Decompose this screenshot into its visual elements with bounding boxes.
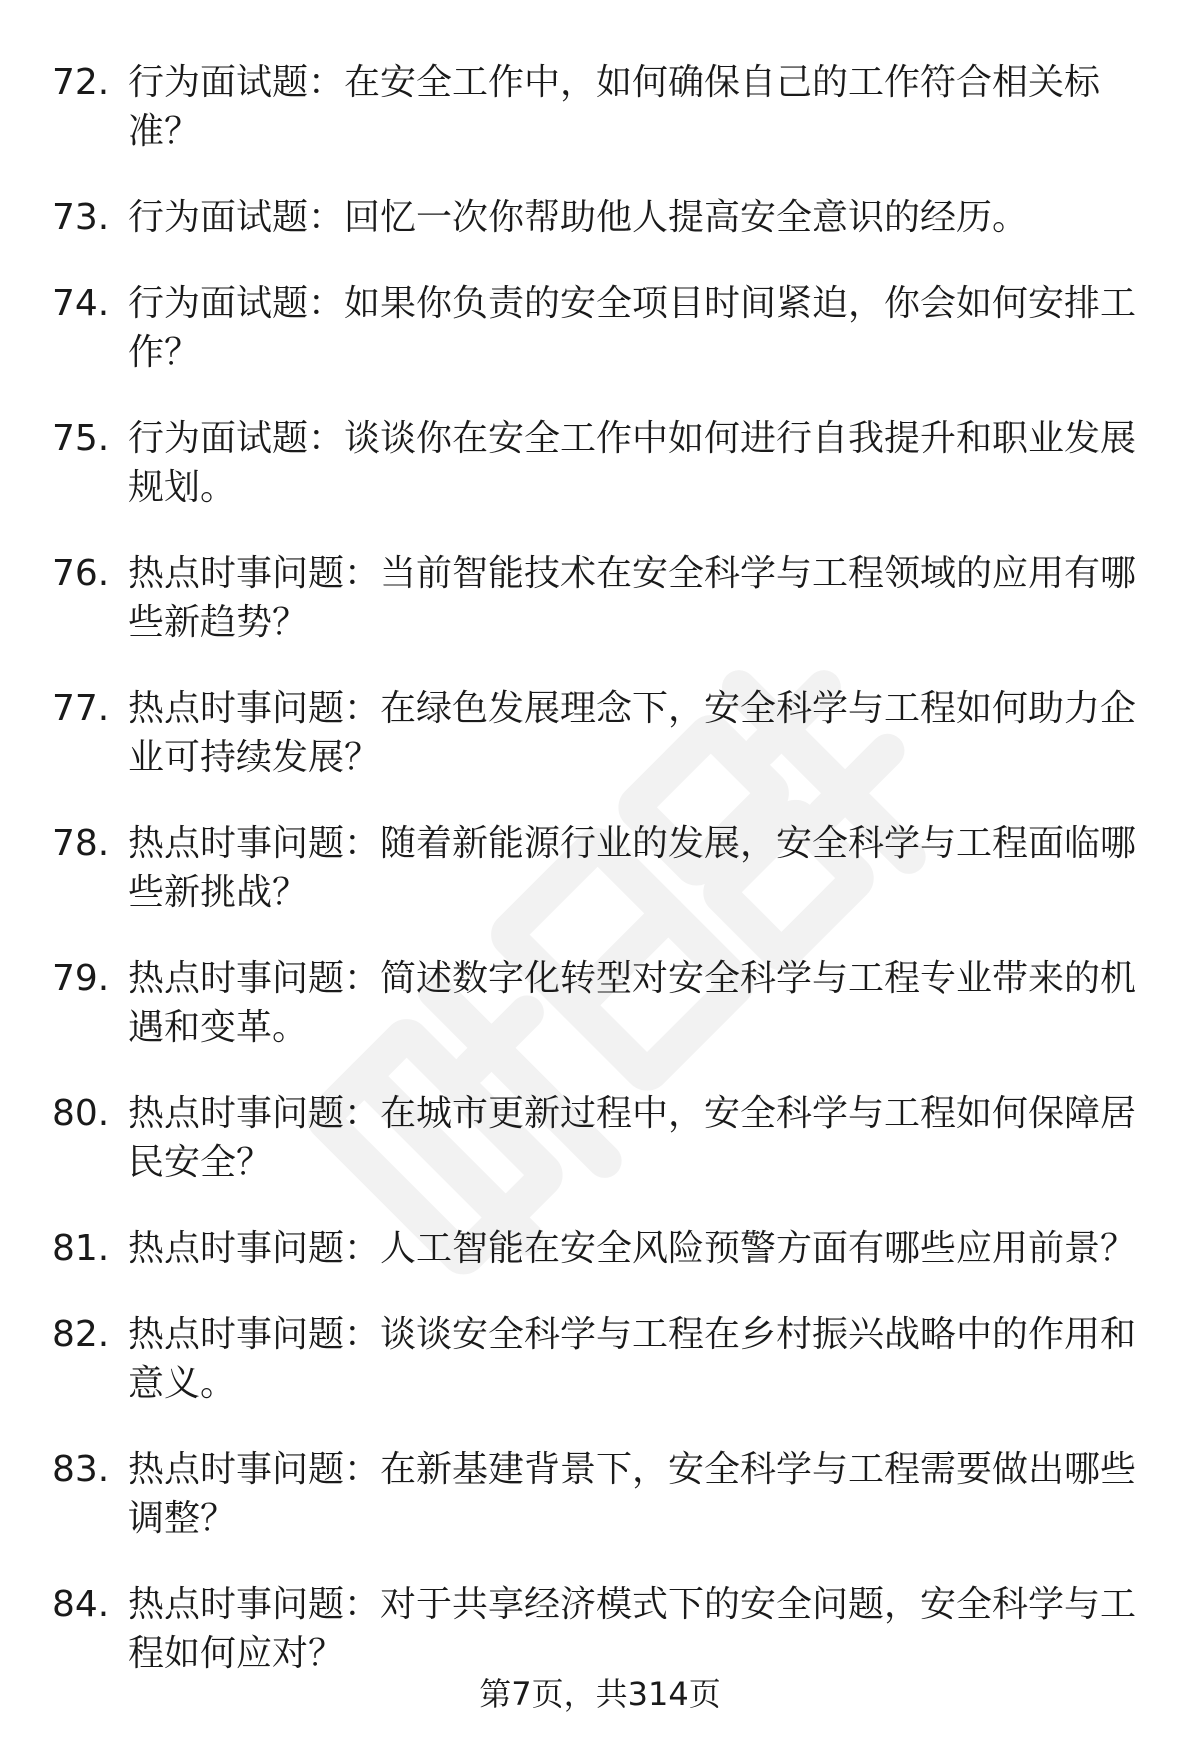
question-item — [52, 414, 1152, 512]
question-number: 81. — [52, 1228, 110, 1269]
question-item — [52, 58, 1152, 156]
question-item — [52, 1580, 1152, 1678]
question-text: 热点时事问题：谈谈安全科学与工程在乡村振兴战略中的作用和意义。 — [128, 1314, 1137, 1404]
question-number: 83. — [52, 1449, 110, 1490]
question-text: 行为面试题：谈谈你在安全工作中如何进行自我提升和职业发展规划。 — [128, 418, 1137, 508]
question-number: 75. — [52, 418, 110, 459]
question-item — [52, 549, 1152, 647]
question-text: 热点时事问题：当前智能技术在安全科学与工程领域的应用有哪些新趋势？ — [128, 553, 1137, 643]
question-text: 热点时事问题：简述数字化转型对安全科学与工程专业带来的机遇和变革。 — [128, 958, 1137, 1048]
question-text: 行为面试题：回忆一次你帮助他人提高安全意识的经历。 — [128, 197, 1029, 238]
question-text: 热点时事问题：随着新能源行业的发展，安全科学与工程面临哪些新挑战？ — [128, 823, 1137, 913]
question-item — [52, 954, 1152, 1052]
question-number: 77. — [52, 688, 110, 729]
question-number: 82. — [52, 1314, 110, 1355]
page-footer: 第7页，共314页 — [479, 1675, 721, 1713]
question-text: 行为面试题：在安全工作中，如何确保自己的工作符合相关标准？ — [128, 62, 1101, 152]
question-number: 84. — [52, 1584, 110, 1625]
question-number: 76. — [52, 553, 110, 594]
question-number: 72. — [52, 62, 110, 103]
question-number: 73. — [52, 197, 110, 238]
question-text: 热点时事问题：人工智能在安全风险预警方面有哪些应用前景？ — [128, 1228, 1137, 1269]
question-item — [52, 684, 1152, 782]
question-item — [52, 193, 1152, 242]
question-number: 78. — [52, 823, 110, 864]
question-text: 热点时事问题：在城市更新过程中，安全科学与工程如何保障居民安全？ — [128, 1093, 1137, 1183]
question-text: 行为面试题：如果你负责的安全项目时间紧迫，你会如何安排工作？ — [128, 283, 1137, 373]
question-list — [52, 58, 1152, 1715]
question-item — [52, 819, 1152, 917]
question-number: 74. — [52, 283, 110, 324]
question-text: 热点时事问题：在绿色发展理念下，安全科学与工程如何助力企业可持续发展？ — [128, 688, 1137, 778]
question-item — [52, 1310, 1152, 1408]
question-text: 热点时事问题：在新基建背景下，安全科学与工程需要做出哪些调整？ — [128, 1449, 1137, 1539]
question-text: 热点时事问题：对于共享经济模式下的安全问题，安全科学与工程如何应对？ — [128, 1584, 1137, 1674]
question-number: 80. — [52, 1093, 110, 1134]
question-item — [52, 279, 1152, 377]
question-item — [52, 1224, 1152, 1273]
question-item — [52, 1445, 1152, 1543]
question-item — [52, 1089, 1152, 1187]
question-number: 79. — [52, 958, 110, 999]
